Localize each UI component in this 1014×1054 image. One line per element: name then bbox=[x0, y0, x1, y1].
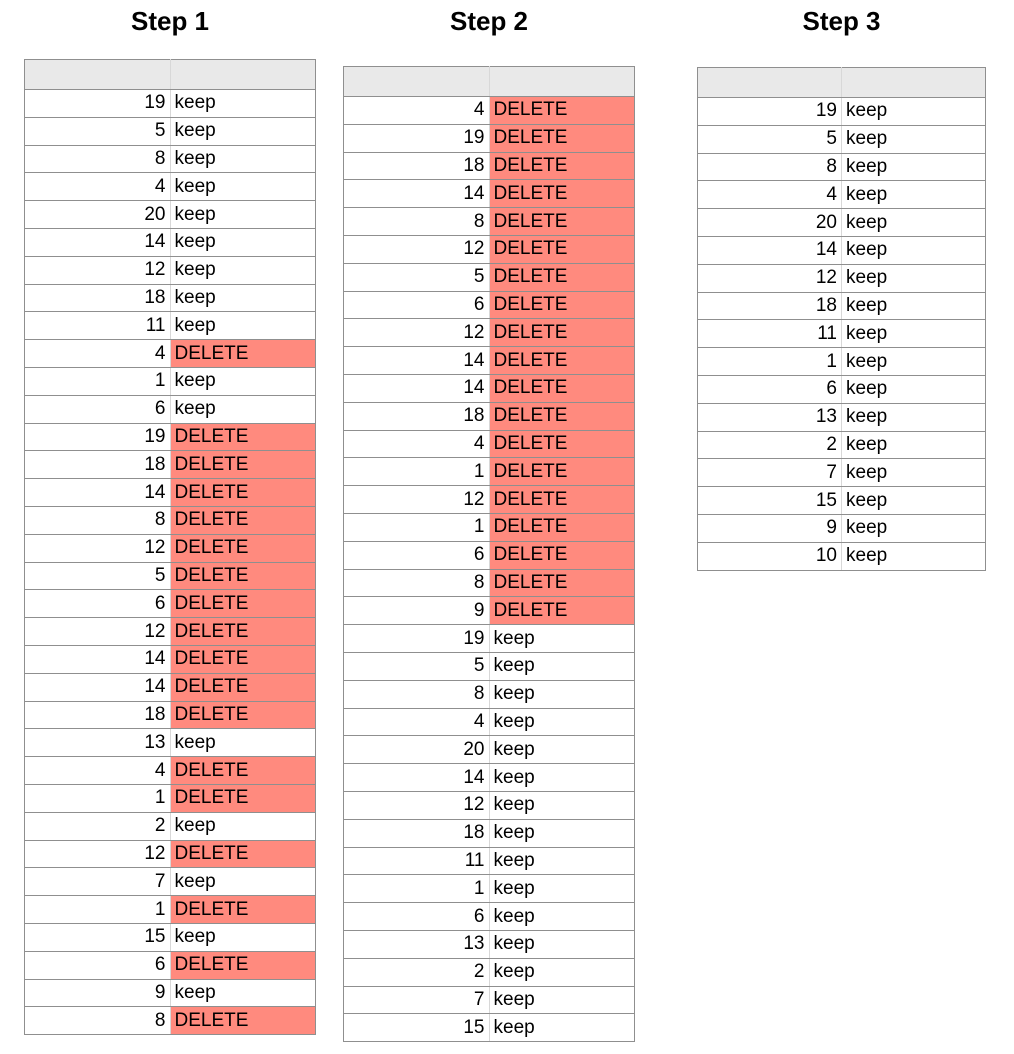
keep-cell[interactable]: keep bbox=[842, 431, 986, 459]
number-cell[interactable]: 11 bbox=[344, 847, 490, 875]
table-row bbox=[344, 319, 635, 347]
keep-cell[interactable]: keep bbox=[170, 868, 316, 896]
header-cell[interactable] bbox=[25, 60, 171, 90]
delete-cell[interactable]: DELETE bbox=[489, 180, 635, 208]
number-cell[interactable]: 12 bbox=[25, 840, 171, 868]
delete-cell[interactable]: DELETE bbox=[170, 701, 316, 729]
table-row bbox=[25, 590, 316, 618]
delete-cell[interactable]: DELETE bbox=[170, 590, 316, 618]
number-cell[interactable]: 5 bbox=[344, 263, 490, 291]
table-row bbox=[344, 541, 635, 569]
number-cell[interactable]: 4 bbox=[344, 97, 490, 125]
number-cell[interactable]: 8 bbox=[344, 208, 490, 236]
number-cell[interactable]: 12 bbox=[344, 319, 490, 347]
table-row bbox=[344, 958, 635, 986]
header-row bbox=[25, 60, 316, 90]
number-cell[interactable]: 6 bbox=[698, 375, 842, 403]
table-row bbox=[344, 263, 635, 291]
keep-cell[interactable]: keep bbox=[489, 930, 635, 958]
delete-cell[interactable]: DELETE bbox=[489, 374, 635, 402]
number-cell[interactable]: 6 bbox=[25, 395, 171, 423]
keep-cell[interactable]: keep bbox=[170, 145, 316, 173]
keep-cell[interactable]: keep bbox=[170, 228, 316, 256]
delete-cell[interactable]: DELETE bbox=[170, 784, 316, 812]
table-row bbox=[698, 487, 986, 515]
table-row bbox=[344, 458, 635, 486]
table-row bbox=[344, 708, 635, 736]
step-3-panel bbox=[697, 0, 986, 1054]
table-row bbox=[344, 625, 635, 653]
table-row bbox=[344, 97, 635, 125]
number-cell[interactable]: 12 bbox=[25, 534, 171, 562]
table-row bbox=[25, 618, 316, 646]
number-cell[interactable]: 8 bbox=[25, 1007, 171, 1035]
table-row bbox=[25, 340, 316, 368]
keep-cell[interactable]: keep bbox=[842, 542, 986, 570]
table-row bbox=[344, 680, 635, 708]
number-cell[interactable]: 20 bbox=[25, 201, 171, 229]
number-cell[interactable]: 14 bbox=[344, 180, 490, 208]
number-cell[interactable]: 12 bbox=[25, 256, 171, 284]
keep-cell[interactable]: keep bbox=[842, 514, 986, 542]
number-cell[interactable]: 6 bbox=[25, 951, 171, 979]
number-cell[interactable]: 12 bbox=[344, 235, 490, 263]
keep-cell[interactable]: keep bbox=[842, 292, 986, 320]
table-row bbox=[698, 264, 986, 292]
number-cell[interactable]: 14 bbox=[344, 347, 490, 375]
table-row bbox=[344, 291, 635, 319]
keep-cell[interactable]: keep bbox=[842, 98, 986, 126]
table-row bbox=[698, 431, 986, 459]
delete-cell[interactable]: DELETE bbox=[489, 319, 635, 347]
delete-cell[interactable]: DELETE bbox=[489, 402, 635, 430]
number-cell[interactable]: 7 bbox=[344, 986, 490, 1014]
number-cell[interactable]: 15 bbox=[25, 923, 171, 951]
delete-cell[interactable]: DELETE bbox=[170, 479, 316, 507]
table-row bbox=[344, 986, 635, 1014]
number-cell[interactable]: 1 bbox=[25, 367, 171, 395]
table-row bbox=[344, 875, 635, 903]
table-row bbox=[25, 562, 316, 590]
delete-cell[interactable]: DELETE bbox=[489, 430, 635, 458]
delete-cell[interactable]: DELETE bbox=[489, 458, 635, 486]
table-row bbox=[698, 375, 986, 403]
number-cell[interactable]: 18 bbox=[25, 451, 171, 479]
table-row bbox=[344, 903, 635, 931]
table-row bbox=[25, 673, 316, 701]
keep-cell[interactable]: keep bbox=[170, 117, 316, 145]
number-cell[interactable]: 19 bbox=[25, 90, 171, 118]
number-cell[interactable]: 18 bbox=[344, 152, 490, 180]
keep-cell[interactable]: keep bbox=[170, 256, 316, 284]
delete-cell[interactable]: DELETE bbox=[170, 951, 316, 979]
number-cell[interactable]: 12 bbox=[25, 618, 171, 646]
delete-cell[interactable]: DELETE bbox=[170, 840, 316, 868]
keep-cell[interactable]: keep bbox=[842, 375, 986, 403]
number-cell[interactable]: 6 bbox=[344, 903, 490, 931]
delete-cell[interactable]: DELETE bbox=[170, 757, 316, 785]
table-row bbox=[344, 402, 635, 430]
keep-cell[interactable]: keep bbox=[842, 125, 986, 153]
table-row bbox=[25, 1007, 316, 1035]
keep-cell[interactable]: keep bbox=[842, 236, 986, 264]
table-row bbox=[698, 209, 986, 237]
header-row bbox=[344, 67, 635, 97]
table-row bbox=[344, 764, 635, 792]
number-cell[interactable]: 4 bbox=[344, 430, 490, 458]
step-1-panel bbox=[24, 0, 316, 1054]
number-cell[interactable]: 14 bbox=[344, 764, 490, 792]
keep-cell[interactable]: keep bbox=[489, 958, 635, 986]
number-cell[interactable]: 5 bbox=[25, 562, 171, 590]
table-row bbox=[25, 117, 316, 145]
keep-cell[interactable]: keep bbox=[489, 903, 635, 931]
table-row bbox=[344, 847, 635, 875]
table-row bbox=[344, 513, 635, 541]
table-row bbox=[25, 451, 316, 479]
number-cell[interactable]: 20 bbox=[698, 209, 842, 237]
step-title: Step 2 bbox=[449, 6, 529, 36]
number-cell[interactable]: 19 bbox=[25, 423, 171, 451]
header-cell[interactable] bbox=[170, 60, 316, 90]
keep-cell[interactable]: keep bbox=[489, 764, 635, 792]
number-cell[interactable]: 12 bbox=[344, 486, 490, 514]
delete-cell[interactable]: DELETE bbox=[170, 451, 316, 479]
table-row bbox=[25, 228, 316, 256]
delete-cell[interactable]: DELETE bbox=[489, 152, 635, 180]
number-cell[interactable]: 9 bbox=[344, 597, 490, 625]
number-cell[interactable]: 4 bbox=[25, 340, 171, 368]
number-cell[interactable]: 5 bbox=[344, 652, 490, 680]
number-cell[interactable]: 18 bbox=[344, 819, 490, 847]
table-row bbox=[25, 173, 316, 201]
number-cell[interactable]: 10 bbox=[698, 542, 842, 570]
number-cell[interactable]: 8 bbox=[25, 506, 171, 534]
table-row bbox=[25, 506, 316, 534]
number-cell[interactable]: 14 bbox=[25, 673, 171, 701]
delete-cell[interactable]: DELETE bbox=[489, 124, 635, 152]
delete-cell[interactable]: DELETE bbox=[489, 597, 635, 625]
number-cell[interactable]: 1 bbox=[344, 513, 490, 541]
number-cell[interactable]: 4 bbox=[698, 181, 842, 209]
table-row bbox=[344, 208, 635, 236]
table-row bbox=[698, 98, 986, 126]
delete-cell[interactable]: DELETE bbox=[489, 97, 635, 125]
table-row bbox=[344, 347, 635, 375]
table-row bbox=[698, 153, 986, 181]
number-cell[interactable]: 13 bbox=[25, 729, 171, 757]
number-cell[interactable]: 7 bbox=[698, 459, 842, 487]
delete-cell[interactable]: DELETE bbox=[170, 618, 316, 646]
table-row bbox=[344, 736, 635, 764]
table-row bbox=[25, 896, 316, 924]
number-cell[interactable]: 1 bbox=[25, 896, 171, 924]
table-row bbox=[344, 1014, 635, 1042]
table-row bbox=[25, 923, 316, 951]
number-cell[interactable]: 9 bbox=[698, 514, 842, 542]
delete-cell[interactable]: DELETE bbox=[170, 673, 316, 701]
keep-cell[interactable]: keep bbox=[170, 284, 316, 312]
keep-cell[interactable]: keep bbox=[489, 625, 635, 653]
keep-cell[interactable]: keep bbox=[170, 90, 316, 118]
keep-cell[interactable]: keep bbox=[489, 875, 635, 903]
table-row bbox=[25, 812, 316, 840]
table-row bbox=[25, 201, 316, 229]
table-row bbox=[25, 479, 316, 507]
number-cell[interactable]: 18 bbox=[25, 701, 171, 729]
table-row bbox=[25, 701, 316, 729]
number-cell[interactable]: 1 bbox=[25, 784, 171, 812]
table-row bbox=[25, 534, 316, 562]
delete-cell[interactable]: DELETE bbox=[489, 486, 635, 514]
delete-cell[interactable]: DELETE bbox=[170, 645, 316, 673]
number-cell[interactable]: 15 bbox=[698, 487, 842, 515]
number-cell[interactable]: 12 bbox=[344, 791, 490, 819]
number-cell[interactable]: 4 bbox=[344, 708, 490, 736]
table-row bbox=[344, 930, 635, 958]
table-row bbox=[25, 645, 316, 673]
table-row bbox=[25, 90, 316, 118]
number-cell[interactable]: 2 bbox=[698, 431, 842, 459]
number-cell[interactable]: 5 bbox=[25, 117, 171, 145]
table-row bbox=[698, 320, 986, 348]
header-cell[interactable] bbox=[344, 67, 490, 97]
table-row bbox=[25, 284, 316, 312]
step-title: Step 3 bbox=[802, 6, 881, 36]
header-cell[interactable] bbox=[698, 68, 842, 98]
header-row bbox=[698, 68, 986, 98]
keep-cell[interactable]: keep bbox=[842, 181, 986, 209]
number-cell[interactable]: 19 bbox=[344, 625, 490, 653]
delete-cell[interactable]: DELETE bbox=[170, 340, 316, 368]
number-cell[interactable]: 13 bbox=[698, 403, 842, 431]
number-cell[interactable]: 14 bbox=[25, 228, 171, 256]
keep-cell[interactable]: keep bbox=[170, 729, 316, 757]
keep-cell[interactable]: keep bbox=[170, 201, 316, 229]
keep-cell[interactable]: keep bbox=[489, 680, 635, 708]
delete-cell[interactable]: DELETE bbox=[170, 896, 316, 924]
step-title: Step 1 bbox=[130, 6, 210, 36]
table-row bbox=[344, 235, 635, 263]
delete-cell[interactable]: DELETE bbox=[170, 506, 316, 534]
table-row bbox=[698, 348, 986, 376]
table-row bbox=[25, 784, 316, 812]
keep-cell[interactable]: keep bbox=[489, 652, 635, 680]
table-row bbox=[25, 757, 316, 785]
keep-cell[interactable]: keep bbox=[842, 264, 986, 292]
number-cell[interactable]: 11 bbox=[25, 312, 171, 340]
table-row bbox=[344, 374, 635, 402]
keep-cell[interactable]: keep bbox=[170, 173, 316, 201]
number-cell[interactable]: 6 bbox=[25, 590, 171, 618]
keep-cell[interactable]: keep bbox=[170, 923, 316, 951]
keep-cell[interactable]: keep bbox=[489, 736, 635, 764]
keep-cell[interactable]: keep bbox=[489, 1014, 635, 1042]
keep-cell[interactable]: keep bbox=[489, 708, 635, 736]
table-row bbox=[698, 542, 986, 570]
number-cell[interactable]: 6 bbox=[344, 291, 490, 319]
number-cell[interactable]: 1 bbox=[344, 458, 490, 486]
table-row bbox=[25, 979, 316, 1007]
keep-cell[interactable]: keep bbox=[489, 986, 635, 1014]
number-cell[interactable]: 19 bbox=[344, 124, 490, 152]
table-row bbox=[344, 486, 635, 514]
delete-cell[interactable]: DELETE bbox=[489, 291, 635, 319]
table-row bbox=[698, 125, 986, 153]
table-row bbox=[25, 312, 316, 340]
table-row bbox=[698, 292, 986, 320]
number-cell[interactable]: 20 bbox=[344, 736, 490, 764]
number-cell[interactable]: 6 bbox=[344, 541, 490, 569]
keep-cell[interactable]: keep bbox=[170, 812, 316, 840]
keep-cell[interactable]: keep bbox=[489, 847, 635, 875]
delete-cell[interactable]: DELETE bbox=[489, 541, 635, 569]
number-cell[interactable]: 9 bbox=[25, 979, 171, 1007]
number-cell[interactable]: 8 bbox=[344, 680, 490, 708]
table-row bbox=[344, 597, 635, 625]
number-cell[interactable]: 2 bbox=[344, 958, 490, 986]
step-2-table bbox=[343, 66, 635, 1042]
table-row bbox=[25, 256, 316, 284]
table-row bbox=[344, 791, 635, 819]
number-cell[interactable]: 13 bbox=[344, 930, 490, 958]
table-row bbox=[344, 430, 635, 458]
number-cell[interactable]: 11 bbox=[698, 320, 842, 348]
number-cell[interactable]: 8 bbox=[344, 569, 490, 597]
number-cell[interactable]: 18 bbox=[344, 402, 490, 430]
table-row bbox=[698, 514, 986, 542]
step-1-table bbox=[24, 59, 316, 1035]
delete-cell[interactable]: DELETE bbox=[170, 562, 316, 590]
number-cell[interactable]: 19 bbox=[698, 98, 842, 126]
number-cell[interactable]: 12 bbox=[698, 264, 842, 292]
keep-cell[interactable]: keep bbox=[842, 320, 986, 348]
table-row bbox=[25, 729, 316, 757]
keep-cell[interactable]: keep bbox=[842, 487, 986, 515]
delete-cell[interactable]: DELETE bbox=[489, 263, 635, 291]
delete-cell[interactable]: DELETE bbox=[170, 423, 316, 451]
keep-cell[interactable]: keep bbox=[842, 459, 986, 487]
table-row bbox=[25, 868, 316, 896]
table-row bbox=[698, 236, 986, 264]
number-cell[interactable]: 18 bbox=[698, 292, 842, 320]
number-cell[interactable]: 2 bbox=[25, 812, 171, 840]
number-cell[interactable]: 5 bbox=[698, 125, 842, 153]
header-cell[interactable] bbox=[489, 67, 635, 97]
keep-cell[interactable]: keep bbox=[842, 209, 986, 237]
keep-cell[interactable]: keep bbox=[842, 153, 986, 181]
table-row bbox=[344, 569, 635, 597]
table-row bbox=[344, 652, 635, 680]
number-cell[interactable]: 1 bbox=[698, 348, 842, 376]
table-row bbox=[344, 819, 635, 847]
number-cell[interactable]: 14 bbox=[698, 236, 842, 264]
delete-cell[interactable]: DELETE bbox=[489, 513, 635, 541]
table-row bbox=[344, 180, 635, 208]
delete-cell[interactable]: DELETE bbox=[489, 235, 635, 263]
table-row bbox=[698, 181, 986, 209]
keep-cell[interactable]: keep bbox=[170, 312, 316, 340]
delete-cell[interactable]: DELETE bbox=[170, 534, 316, 562]
number-cell[interactable]: 1 bbox=[344, 875, 490, 903]
number-cell[interactable]: 4 bbox=[25, 173, 171, 201]
table-row bbox=[344, 124, 635, 152]
delete-cell[interactable]: DELETE bbox=[489, 569, 635, 597]
delete-cell[interactable]: DELETE bbox=[489, 208, 635, 236]
number-cell[interactable]: 7 bbox=[25, 868, 171, 896]
number-cell[interactable]: 14 bbox=[344, 374, 490, 402]
delete-cell[interactable]: DELETE bbox=[489, 347, 635, 375]
table-row bbox=[25, 840, 316, 868]
table-row bbox=[25, 423, 316, 451]
number-cell[interactable]: 14 bbox=[25, 645, 171, 673]
table-row bbox=[25, 395, 316, 423]
table-row bbox=[25, 951, 316, 979]
table-row bbox=[25, 367, 316, 395]
number-cell[interactable]: 8 bbox=[25, 145, 171, 173]
number-cell[interactable]: 18 bbox=[25, 284, 171, 312]
keep-cell[interactable]: keep bbox=[842, 403, 986, 431]
number-cell[interactable]: 14 bbox=[25, 479, 171, 507]
keep-cell[interactable]: keep bbox=[170, 367, 316, 395]
number-cell[interactable]: 15 bbox=[344, 1014, 490, 1042]
table-row bbox=[344, 152, 635, 180]
keep-cell[interactable]: keep bbox=[170, 979, 316, 1007]
keep-cell[interactable]: keep bbox=[489, 791, 635, 819]
table-row bbox=[25, 145, 316, 173]
table-row bbox=[698, 403, 986, 431]
number-cell[interactable]: 8 bbox=[698, 153, 842, 181]
delete-cell[interactable]: DELETE bbox=[170, 1007, 316, 1035]
keep-cell[interactable]: keep bbox=[489, 819, 635, 847]
step-3-table bbox=[697, 67, 986, 571]
keep-cell[interactable]: keep bbox=[842, 348, 986, 376]
step-2-panel bbox=[343, 0, 635, 1054]
table-row bbox=[698, 459, 986, 487]
header-cell[interactable] bbox=[842, 68, 986, 98]
number-cell[interactable]: 4 bbox=[25, 757, 171, 785]
keep-cell[interactable]: keep bbox=[170, 395, 316, 423]
